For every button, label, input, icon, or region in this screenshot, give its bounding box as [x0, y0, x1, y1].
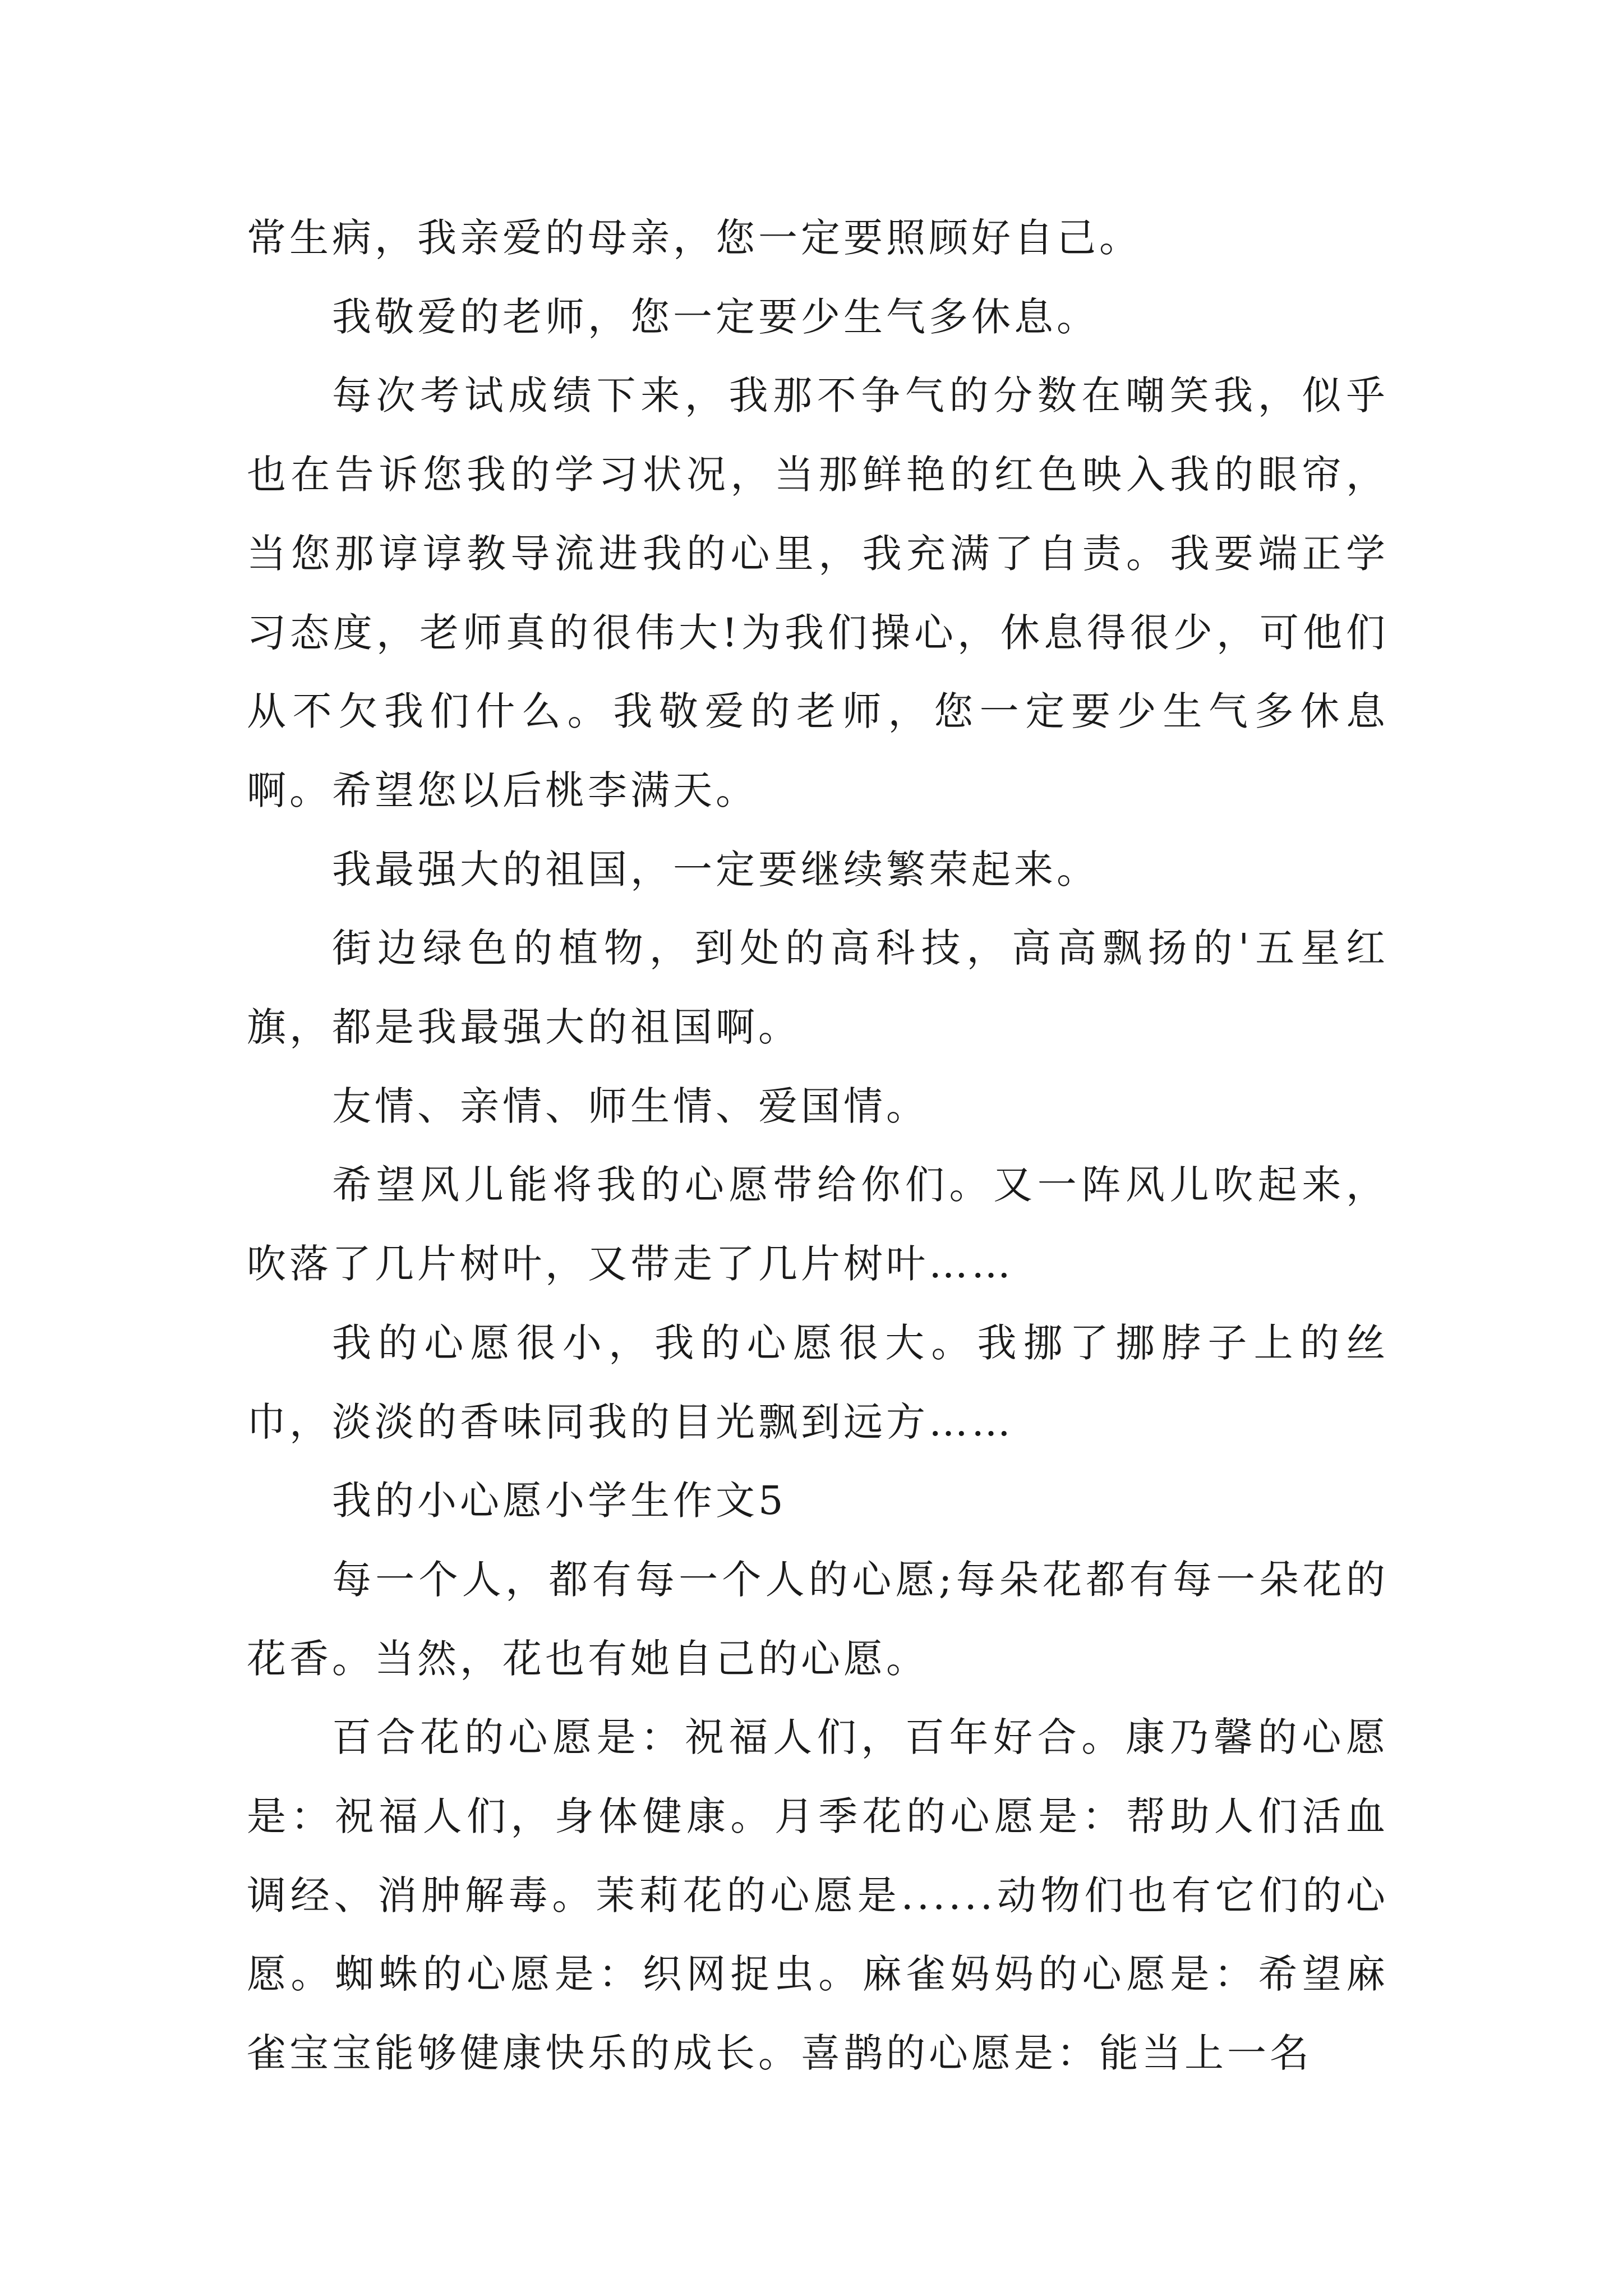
section-heading: 我的小心愿小学生作文5 [332, 1478, 787, 1524]
paragraph: 友情、亲情、师生情、爱国情。 [332, 1083, 929, 1129]
paragraph: 每一个人，都有每一个人的心愿;每朵花都有每一朵花的花香。当然，花也有她自己的心愿。 [247, 1556, 1389, 1682]
paragraph: 我最强大的祖国，一定要继续繁荣起来。 [332, 846, 1099, 892]
paragraph-continuation: 常生病，我亲爱的母亲，您一定要照顾好自己。 [247, 215, 1142, 261]
paragraph: 我敬爱的老师，您一定要少生气多休息。 [332, 293, 1099, 340]
paragraph: 百合花的心愿是：祝福人们，百年好合。康乃馨的心愿是：祝福人们，身体健康。月季花的心愿是：帮助人们活血调经、消肿解毒。茉莉花的心愿是......动物们也有它们的心愿。蜘蛛的心愿是：织网捉虫。麻雀妈妈的心愿是：希望麻雀宝宝能够健康快乐的成长。喜鹊的心愿是：能当上一名 [247, 1714, 1389, 2077]
paragraph: 我的心愿很小，我的心愿很大。我挪了挪脖子上的丝巾，淡淡的香味同我的目光飘到远方…… [247, 1319, 1389, 1445]
document-body [247, 199, 1389, 2093]
paragraph: 街边绿色的植物，到处的高科技，高高飘扬的'五星红旗，都是我最强大的祖国啊。 [247, 925, 1389, 1051]
paragraph: 每次考试成绩下来，我那不争气的分数在嘲笑我，似乎也在告诉您我的学习状况，当那鲜艳的红色映入我的眼帘，当您那谆谆教导流进我的心里，我充满了自责。我要端正学习态度，老师真的很伟大!为我们操心，休息得很少，可他们从不欠我们什么。我敬爱的老师，您一定要少生气多休息啊。希望您以后桃李满天。 [247, 372, 1389, 813]
paragraph: 希望风儿能将我的心愿带给你们。又一阵风儿吹起来，吹落了几片树叶，又带走了几片树叶…… [247, 1162, 1389, 1287]
